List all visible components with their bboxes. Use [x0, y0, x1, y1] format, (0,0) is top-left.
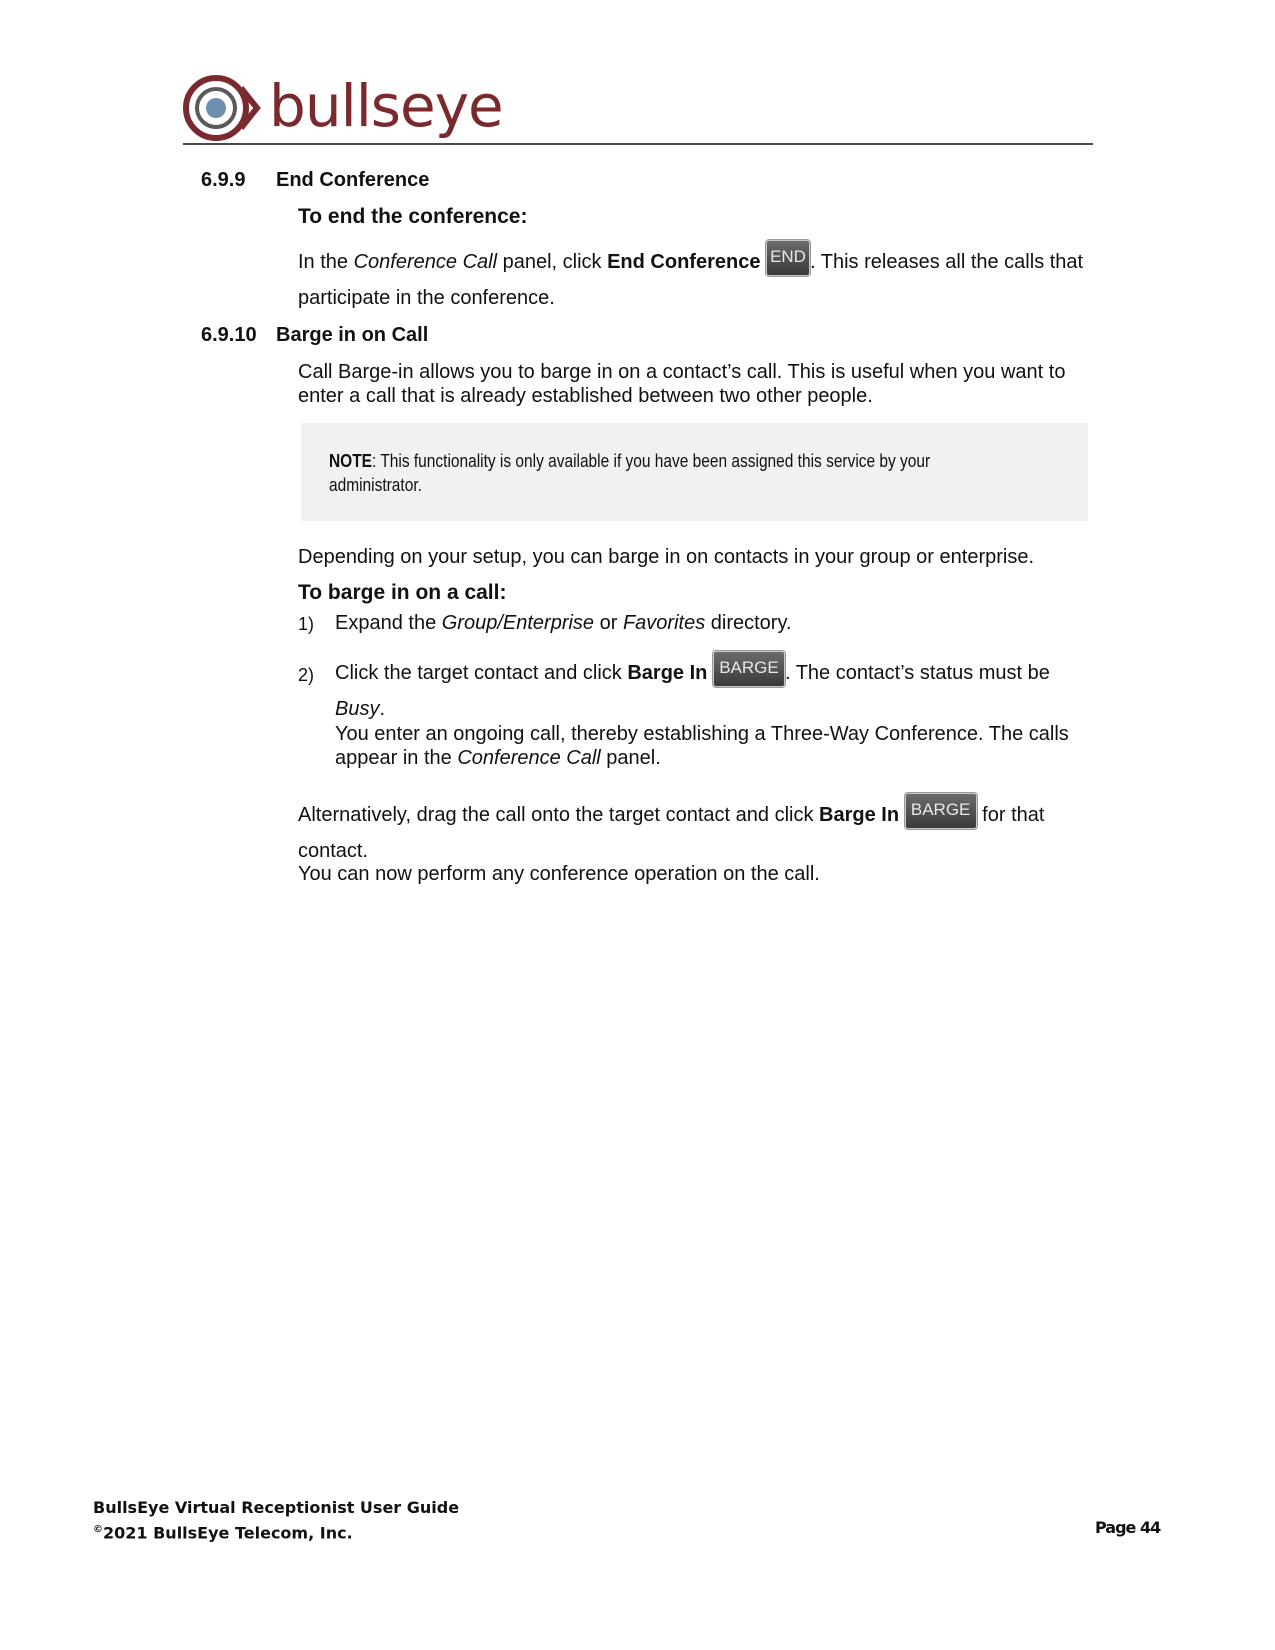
step-2-text: Click the target contact and click Barge In BARGE . The contact’s status must be Busy. — [335, 661, 1095, 721]
alternative-paragraph: Alternatively, drag the call onto the target contact and click Barge In BARGE for that contact. — [298, 803, 1098, 863]
copyright: ©2021 BullsEye Telecom, Inc. — [93, 1523, 353, 1543]
procedure-heading: To barge in on a call: — [298, 581, 507, 604]
section-title: Barge in on Call — [276, 324, 429, 346]
step-2-result: You enter an ongoing call, thereby establishing a Three-Way Conference. The calls appear in the Conference Call panel. — [335, 723, 1069, 769]
procedure-heading: To end the conference: — [298, 205, 528, 228]
page-number: Page 44 — [1095, 1518, 1161, 1537]
setup-paragraph: Depending on your setup, you can barge in on contacts in your group or enterprise. — [298, 546, 1035, 568]
bullseye-target-icon — [183, 74, 263, 144]
end-button-image: END — [766, 240, 810, 276]
guide-title: BullsEye Virtual Receptionist User Guide — [93, 1498, 460, 1517]
bullseye-logo — [183, 74, 543, 144]
note-box — [301, 423, 1088, 521]
section-number: 6.9.10 — [201, 324, 257, 346]
section-title: End Conference — [276, 169, 430, 191]
header-divider — [183, 143, 1093, 145]
end-conference-paragraph: In the Conference Call panel, click End Conference END . This releases all the calls that participate in the conference. — [298, 250, 1098, 310]
footer-credits — [93, 1497, 459, 1544]
final-paragraph: You can now perform any conference operation on the call. — [298, 863, 820, 885]
step-1-text: Expand the Group/Enterprise or Favorites directory. — [335, 612, 792, 634]
barge-button-image: BARGE — [905, 793, 977, 829]
note-text: NOTE: This functionality is only available if you have been assigned this service by your administrator. — [329, 451, 931, 495]
logo-wordmark: bullseye — [269, 72, 503, 140]
step-number: 1) — [298, 614, 315, 634]
section-number: 6.9.9 — [201, 169, 246, 191]
step-number: 2) — [298, 665, 315, 685]
intro-paragraph: Call Barge-in allows you to barge in on a contact’s call. This is useful when you want to enter a call that is already established between two other people. — [298, 361, 1066, 407]
barge-button-image: BARGE — [713, 651, 785, 687]
